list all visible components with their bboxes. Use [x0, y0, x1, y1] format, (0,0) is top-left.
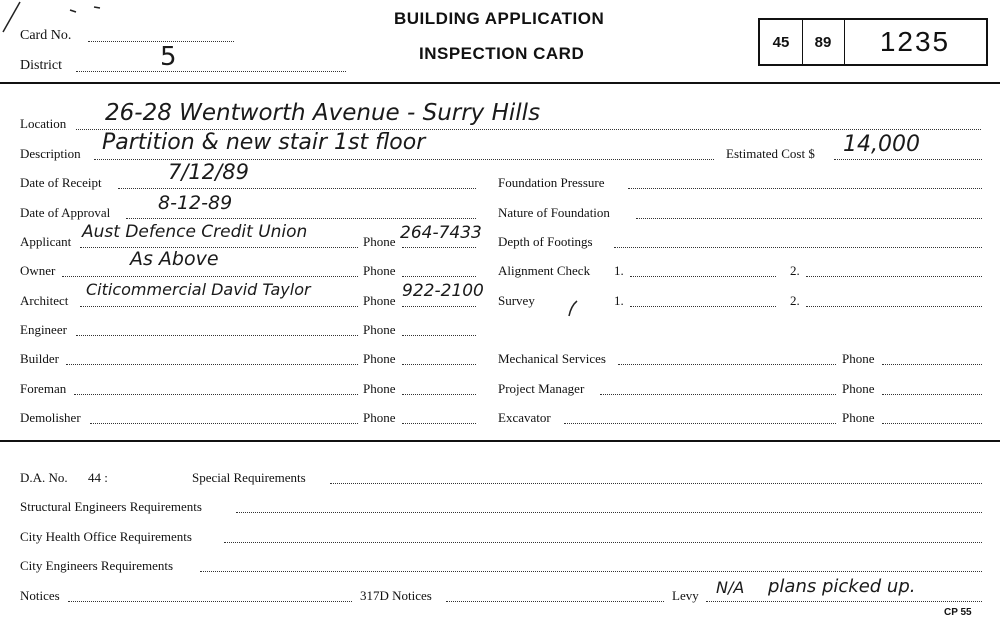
builder-line	[66, 364, 358, 365]
survey-line1	[630, 306, 776, 307]
architect-label: Architect	[20, 293, 69, 308]
survey-num1: 1.	[614, 293, 624, 308]
applicant-phone-line	[402, 247, 476, 248]
applicant-line	[80, 247, 358, 248]
alignment-line1	[630, 276, 776, 277]
demolisher-label: Demolisher	[20, 410, 81, 425]
notices-label: Notices	[20, 588, 60, 603]
title-line1: BUILDING APPLICATION	[394, 9, 605, 28]
estimated-cost-value: 14,000	[843, 132, 920, 157]
box-b: 89	[814, 33, 832, 51]
survey-label: Survey	[498, 293, 535, 308]
card-no-label: Card No.	[20, 28, 72, 43]
demolisher-phone-line	[402, 423, 476, 424]
depth-footings-label: Depth of Footings	[498, 234, 593, 249]
district-label: District	[20, 58, 62, 73]
levy-value: N/A	[716, 578, 745, 597]
health-label: City Health Office Requirements	[20, 529, 192, 544]
nature-foundation-line	[636, 218, 982, 219]
alignment-num2: 2.	[790, 263, 800, 278]
box-a: 45	[772, 33, 790, 51]
levy-label: Levy	[672, 588, 699, 603]
date-receipt-line	[118, 188, 476, 189]
applicant-phone-label: Phone	[363, 234, 396, 249]
city-eng-label: City Engineers Requirements	[20, 558, 174, 573]
project-manager-line	[600, 394, 836, 395]
location-label: Location	[20, 116, 67, 131]
foundation-pressure-label: Foundation Pressure	[498, 175, 605, 190]
demolisher-line	[90, 423, 358, 424]
builder-label: Builder	[20, 351, 59, 366]
foreman-label: Foreman	[20, 381, 67, 396]
architect-value: Citicommercial David Taylor	[86, 280, 311, 299]
mechanical-phone-line	[882, 364, 982, 365]
notices-317d-line	[446, 601, 664, 602]
project-manager-phone-line	[882, 394, 982, 395]
mechanical-label: Mechanical Services	[498, 351, 606, 366]
survey-pen-mark	[566, 298, 580, 318]
top-rule	[0, 82, 1000, 84]
mechanical-phone-label: Phone	[842, 351, 875, 366]
owner-line	[62, 276, 358, 277]
middle-rule	[0, 440, 1000, 442]
builder-phone-line	[402, 364, 476, 365]
excavator-phone-label: Phone	[842, 410, 875, 425]
structural-label: Structural Engineers Requirements	[20, 499, 202, 514]
architect-line	[80, 306, 358, 307]
description-label: Description	[20, 146, 81, 161]
notices-317d-label: 317D Notices	[360, 588, 432, 603]
architect-phone-label: Phone	[363, 293, 396, 308]
engineer-label: Engineer	[20, 322, 67, 337]
date-receipt-label: Date of Receipt	[20, 175, 102, 190]
location-value: 26-28 Wentworth Avenue - Surry Hills	[105, 100, 541, 126]
project-manager-label: Project Manager	[498, 381, 585, 396]
date-approval-label: Date of Approval	[20, 205, 111, 220]
project-manager-phone-label: Phone	[842, 381, 875, 396]
district-value: 5	[160, 42, 177, 72]
description-value: Partition & new stair 1st floor	[102, 130, 426, 155]
special-req-line	[330, 483, 982, 484]
title-line2: INSPECTION CARD	[419, 44, 585, 63]
mechanical-line	[618, 364, 836, 365]
foundation-pressure-line	[628, 188, 982, 189]
city-eng-line	[200, 571, 982, 572]
owner-label: Owner	[20, 263, 56, 278]
estimated-cost-label: Estimated Cost $	[726, 146, 815, 161]
nature-foundation-label: Nature of Foundation	[498, 205, 610, 220]
excavator-line	[564, 423, 836, 424]
notices-line	[68, 601, 352, 602]
builder-phone-label: Phone	[363, 351, 396, 366]
alignment-check-label: Alignment Check	[498, 263, 591, 278]
foreman-phone-line	[402, 394, 476, 395]
engineer-line	[76, 335, 358, 336]
engineer-phone-line	[402, 335, 476, 336]
applicant-value: Aust Defence Credit Union	[82, 222, 308, 242]
health-line	[224, 542, 982, 543]
date-approval-value: 8-12-89	[158, 192, 233, 214]
excavator-phone-line	[882, 423, 982, 424]
owner-phone-label: Phone	[363, 263, 396, 278]
levy-line	[706, 601, 982, 602]
survey-line2	[806, 306, 982, 307]
alignment-num1: 1.	[614, 263, 624, 278]
owner-phone-line	[402, 276, 476, 277]
date-approval-line	[126, 218, 476, 219]
date-receipt-value: 7/12/89	[168, 160, 249, 184]
special-req-label: Special Requirements	[192, 470, 306, 485]
demolisher-phone-label: Phone	[363, 410, 396, 425]
card-number: 1235	[879, 26, 951, 57]
engineer-phone-label: Phone	[363, 322, 396, 337]
depth-footings-line	[614, 247, 982, 248]
cp-code: CP 55	[944, 607, 972, 618]
owner-value: As Above	[130, 248, 219, 270]
da-no-label: D.A. No.	[20, 470, 68, 485]
survey-num2: 2.	[790, 293, 800, 308]
applicant-phone-value: 264-7433	[400, 223, 482, 243]
foreman-phone-label: Phone	[363, 381, 396, 396]
district-line	[76, 71, 346, 72]
card-number-box	[758, 18, 988, 66]
foreman-line	[74, 394, 358, 395]
structural-line	[236, 512, 982, 513]
applicant-label: Applicant	[20, 234, 72, 249]
architect-phone-line	[402, 306, 476, 307]
architect-phone-value: 922-2100	[402, 281, 484, 301]
excavator-label: Excavator	[498, 410, 551, 425]
da-no-value: 44 :	[88, 470, 108, 485]
levy-note: plans picked up.	[768, 576, 916, 597]
estimated-cost-line	[834, 159, 982, 160]
alignment-line2	[806, 276, 982, 277]
